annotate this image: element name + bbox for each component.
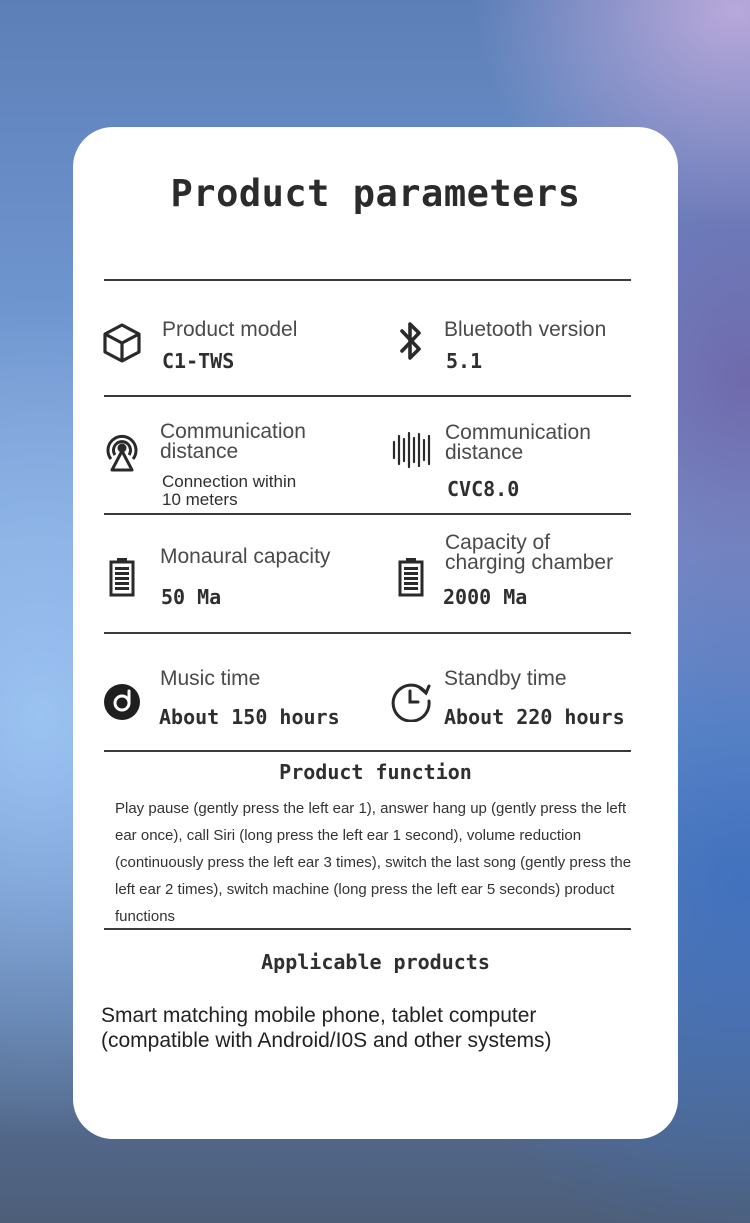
monaural-capacity-value: 50 Ma [161, 585, 222, 609]
comm-distance-label-line1: Communication [160, 420, 306, 443]
charging-capacity-label-line2: charging chamber [445, 551, 614, 574]
music-time-value: About 150 hours [159, 705, 340, 729]
page-title: Product parameters [170, 172, 581, 215]
noise-reduction-value: CVC8.0 [447, 477, 520, 501]
signal-tower-icon [101, 429, 143, 473]
comm-distance-value [162, 473, 296, 509]
applicable-products-line1: Smart matching mobile phone, tablet computer [101, 1004, 537, 1027]
divider [104, 750, 631, 752]
bluetooth-version-label: Bluetooth version [444, 318, 607, 341]
comm-distance-label-line2: distance [160, 440, 239, 463]
divider [104, 279, 631, 281]
bluetooth-version-value: 5.1 [446, 349, 483, 373]
charging-capacity-label [445, 533, 613, 573]
battery-icon [109, 557, 135, 597]
divider [104, 632, 631, 634]
charging-capacity-label-line1: Capacity of [445, 531, 551, 554]
applicable-products-title: Applicable products [261, 950, 490, 974]
noise-reduction-label-line1: Communication [445, 421, 591, 444]
battery-icon [398, 557, 424, 597]
applicable-products-text [101, 1003, 661, 1053]
music-time-label: Music time [160, 667, 261, 690]
charging-capacity-value: 2000 Ma [443, 585, 528, 609]
noise-reduction-label-line2: distance [445, 441, 524, 464]
comm-distance-label [160, 422, 306, 462]
noise-reduction-label [445, 423, 591, 463]
product-model-label: Product model [162, 318, 298, 341]
divider [104, 395, 631, 397]
comm-distance-value-line1: Connection within [162, 472, 297, 491]
product-function-text: Play pause (gently press the left ear 1), answer hang up (gently press the left ear once), call Siri (long press the left ear 1 second), volume reduction (continuously press the left ear 3 times), switch the last song (gently press the left ear 2 times), switch machine (long press the left ear 5 seconds) product functions [115, 800, 632, 925]
comm-distance-value-line2: 10 meters [162, 490, 238, 509]
clock-icon [390, 680, 432, 722]
standby-time-value: About 220 hours [444, 705, 625, 729]
sound-wave-icon [392, 430, 432, 470]
cube-icon [101, 322, 143, 364]
divider [104, 513, 631, 515]
divider [104, 928, 631, 930]
monaural-capacity-label: Monaural capacity [160, 545, 331, 568]
parameters-card [73, 127, 678, 1139]
product-model-value: C1-TWS [162, 349, 235, 373]
product-function-title: Product function [279, 760, 472, 784]
applicable-products-line2: (compatible with Android/I0S and other systems) [101, 1029, 552, 1052]
bluetooth-icon [397, 319, 425, 363]
standby-time-label: Standby time [444, 667, 567, 690]
music-disc-icon [103, 683, 141, 721]
